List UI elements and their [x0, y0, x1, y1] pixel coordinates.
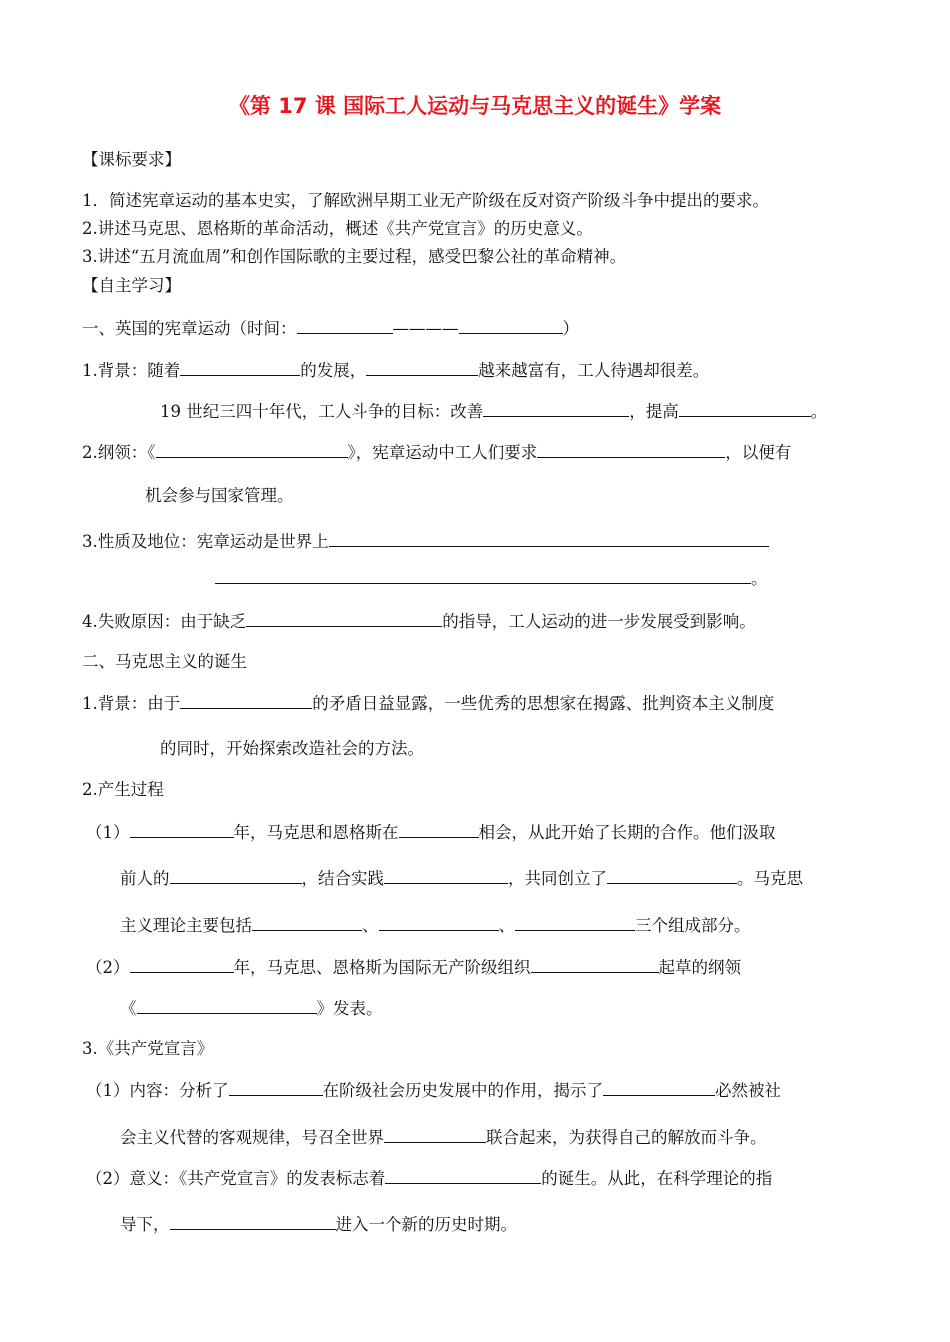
- manifesto-label: 3.《共产党宣言》: [82, 1039, 214, 1058]
- text: ，以便有: [725, 443, 792, 462]
- text: （1）: [86, 823, 130, 842]
- text: 必然被社: [715, 1081, 781, 1100]
- label: 1.背景：由于: [82, 694, 181, 713]
- blank: [537, 439, 725, 458]
- blank: [384, 865, 508, 884]
- text: 。: [751, 569, 768, 588]
- text: 进入一个新的历史时期。: [335, 1215, 517, 1234]
- text: 相会，从此开始了长期的合作。他们汲取: [478, 823, 776, 842]
- failure-line: [82, 608, 756, 634]
- program-line: [82, 439, 791, 465]
- text: 起草的纲领: [658, 958, 741, 977]
- text: ，结合实践: [301, 869, 384, 888]
- text: （1）内容：分析了: [86, 1081, 229, 1100]
- bg-line: [82, 357, 709, 383]
- text: 主义理论主要包括: [120, 916, 252, 935]
- manifesto-2: [86, 1165, 772, 1191]
- manifesto-2-cont: [120, 1211, 517, 1237]
- blank: [366, 357, 478, 376]
- text: 前人的: [120, 869, 170, 888]
- process-1-cont: [120, 865, 803, 891]
- text: 导下，: [120, 1215, 170, 1234]
- blank: [531, 954, 659, 973]
- blank: [483, 398, 629, 417]
- heading-text: 一、英国的宪章运动（时间：: [82, 319, 297, 338]
- text: 》发表。: [316, 999, 383, 1018]
- text: 、: [362, 916, 379, 935]
- blank: [252, 912, 362, 931]
- page-title: 《第 17 课 国际工人运动与马克思主义的诞生》学案: [228, 94, 722, 118]
- blank: [229, 1077, 323, 1096]
- nature-cont: [215, 565, 768, 591]
- label: 1.背景：随着: [82, 361, 181, 380]
- standards-heading: 【课标要求】: [82, 150, 181, 169]
- blank: [215, 565, 751, 584]
- part2-heading: 二、马克思主义的诞生: [82, 652, 247, 671]
- text: 年，马克思和恩格斯在: [233, 823, 399, 842]
- text: 的指导，工人运动的进一步发展受到影响。: [442, 612, 756, 631]
- text: 《: [120, 999, 137, 1018]
- text: 19 世纪三四十年代，工人斗争的目标：改善: [160, 402, 484, 421]
- text: 的矛盾日益显露，一些优秀的思想家在揭露、批判资本主义制度: [312, 694, 775, 713]
- blank: [170, 1211, 336, 1230]
- text: 的诞生。从此，在科学理论的指: [541, 1169, 773, 1188]
- standard-item: 3.讲述“五月流血周”和创作国际歌的主要过程，感受巴黎公社的革命精神。: [82, 247, 627, 266]
- blank: [170, 865, 302, 884]
- blank: [459, 315, 563, 334]
- text: 。: [810, 402, 828, 421]
- blank: [679, 398, 811, 417]
- label: 4.失败原因：由于缺乏: [82, 612, 247, 631]
- program-cont: 机会参与国家管理。: [145, 486, 294, 505]
- text: ，提高: [629, 402, 679, 421]
- blank: [607, 865, 737, 884]
- blank: [180, 690, 312, 709]
- blank: [156, 439, 348, 458]
- label: 3.性质及地位：宪章运动是世界上: [82, 532, 329, 551]
- heading-end: ）: [562, 319, 579, 338]
- process-1-cont2: [120, 912, 751, 938]
- blank: [379, 912, 499, 931]
- label: 2.纲领：《: [82, 443, 156, 462]
- text: （2）意义：《共产党宣言》的发表标志着: [86, 1169, 386, 1188]
- standard-item: 2.讲述马克思、恩格斯的革命活动，概述《共产党宣言》的历史意义。: [82, 219, 593, 238]
- text: 三个组成部分。: [635, 916, 751, 935]
- blank: [515, 912, 635, 931]
- standard-item: 1．简述宪章运动的基本史实，了解欧洲早期工业无产阶级在反对资产阶级斗争中提出的要求。: [82, 191, 769, 210]
- text: 会主义代替的客观规律，号召全世界: [120, 1128, 384, 1147]
- text: 越来越富有，工人待遇却很差。: [478, 361, 710, 380]
- text: 、: [498, 916, 515, 935]
- goal-line: [160, 398, 827, 424]
- blank: [180, 357, 300, 376]
- blank: [385, 1165, 541, 1184]
- blank: [399, 819, 479, 838]
- manifesto-1: [86, 1077, 781, 1103]
- bg2-line: [82, 690, 774, 716]
- blank: [130, 819, 234, 838]
- text: 。马克思: [737, 869, 803, 888]
- manifesto-1-cont: [120, 1124, 767, 1150]
- blank: [246, 608, 442, 627]
- blank: [603, 1077, 715, 1096]
- text: 年，马克思、恩格斯为国际无产阶级组织: [233, 958, 531, 977]
- text: 在阶级社会历史发展中的作用，揭示了: [322, 1081, 603, 1100]
- bg2-cont: 的同时，开始探索改造社会的方法。: [160, 739, 424, 758]
- self-study-heading: 【自主学习】: [82, 276, 181, 295]
- blank: [137, 995, 317, 1014]
- blank: [297, 315, 393, 334]
- process-2: [86, 954, 741, 980]
- process-2-cont: [120, 995, 383, 1021]
- blank: [329, 528, 769, 547]
- blank: [130, 954, 234, 973]
- text: （2）: [86, 958, 130, 977]
- part1-heading: [82, 315, 579, 341]
- text: 的发展，: [300, 361, 367, 380]
- text: 》，宪章运动中工人们要求: [347, 443, 538, 462]
- dash: ————: [392, 319, 459, 338]
- blank: [384, 1124, 486, 1143]
- text: ，共同创立了: [508, 869, 607, 888]
- nature-line: [82, 528, 769, 554]
- process-label: 2.产生过程: [82, 780, 164, 799]
- process-1: [86, 819, 776, 845]
- text: 联合起来，为获得自己的解放而斗争。: [486, 1128, 767, 1147]
